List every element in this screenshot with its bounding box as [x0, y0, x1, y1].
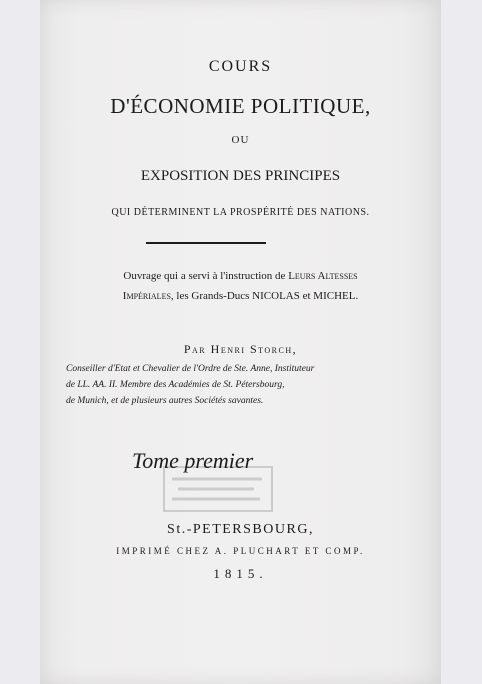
title-page	[40, 0, 441, 684]
imprint-printer: IMPRIMÉ CHEZ A. PLUCHART ET COMP.	[116, 546, 365, 556]
heading-prosperite: QUI DÉTERMINENT LA PROSPÉRITÉ DES NATIONS.	[111, 207, 370, 218]
author-title-line: de LL. AA. II. Membre des Académies de St. Pétersbourg,	[66, 380, 285, 390]
dedication-text: , les Grands-Ducs NICOLAS et MICHEL.	[170, 290, 359, 302]
heading-exposition: EXPOSITION DES PRINCIPES	[140, 168, 341, 184]
heading-economie-politique: D'ÉCONOMIE POLITIQUE,	[110, 94, 371, 118]
dedication-text: Ouvrage qui a servi à l'instruction de	[123, 270, 289, 282]
dedication-smallcaps: Leurs Altesses	[288, 270, 358, 282]
dedication-line-2	[50, 290, 431, 302]
heading-ou: OU	[231, 134, 250, 146]
imprint-year: 1815.	[213, 566, 268, 581]
dedication-line-1	[50, 270, 431, 282]
volume-inscription: Tome premier	[132, 448, 254, 473]
imprint-city: St.-PETERSBOURG,	[167, 522, 314, 537]
divider-rule	[146, 242, 266, 244]
author-byline: Par Henri Storch,	[183, 342, 298, 356]
author-title-line: Conseiller d'Etat et Chevalier de l'Ordre de Ste. Anne, Instituteur	[66, 364, 315, 374]
heading-cours: COURS	[208, 58, 273, 75]
dedication-smallcaps: Impériales	[122, 290, 171, 302]
author-title-line: de Munich, et de plusieurs autres Sociétés savantes.	[66, 396, 264, 406]
